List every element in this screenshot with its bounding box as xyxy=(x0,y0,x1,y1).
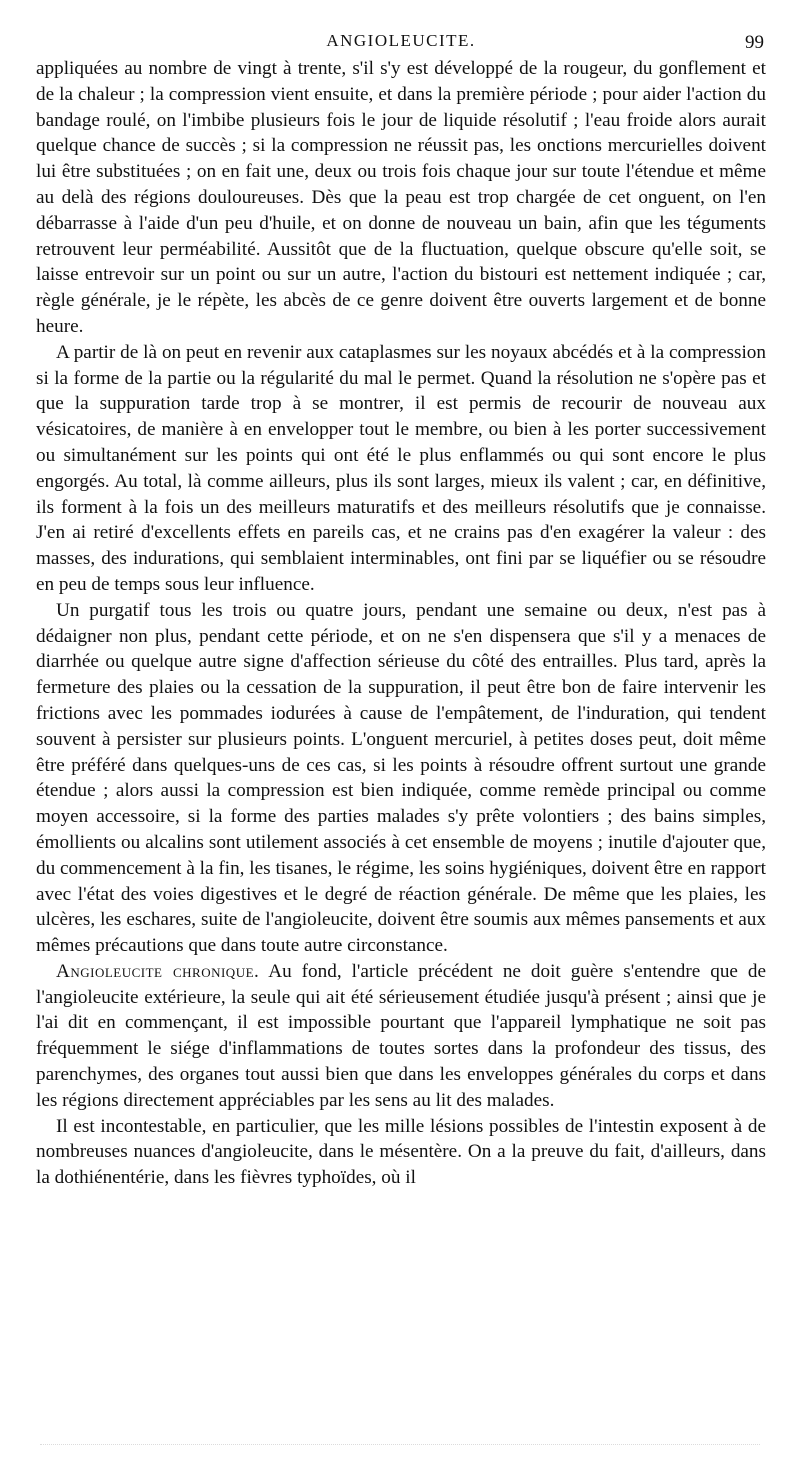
paragraph-text: appliquées au nombre de vingt à trente, s'il s'y est développé de la rougeur, du gonflement et de la chaleur ; la compression vient ensuite, et dans la première période ; pour aider l'action du bandage roulé, on l'imbibe plusieurs fois le jour de liquide résolutif ; l'eau froide alors aurait quelque chance de succès ; si la compression ne réussit pas, les onctions mercurielles doivent lui être substituées ; on en fait une, deux ou trois fois chaque jour sur toute l'étendue et même au delà des régions douloureuses. Dès que la peau est trop chargée de cet onguent, on l'en débarrasse à l'aide d'un peu d'huile, et on donne de nouveau un bain, afin que les téguments retrouvent leur perméabilité. Aussitôt que de la fluctuation, quelque obscure qu'elle soit, se laisse entrevoir sur un point ou sur un autre, l'action du bistouri est nettement indiquée ; car, règle générale, je le répète, les abcès de ce genre doivent être ouverts largement et de bonne heure. xyxy=(36,58,766,337)
paragraph-text: A partir de là on peut en revenir aux cataplasmes sur les noyaux abcédés et à la compression si la forme de la partie ou la régularité du mal le permet. Quand la résolution ne s'opère pas et que la suppuration tarde trop à se montrer, il est permis de recourir de nouveau aux vésicatoires, de manière à en envelopper tout le membre, ou bien à les porter successivement ou simultanément sur les points qui ont été le plus enflammés ou qui sont encore le plus engorgés. Au total, là comme ailleurs, plus ils sont larges, mieux ils valent ; car, en définitive, ils forment à la fois un des meilleurs maturatifs et des meilleurs résolutifs que je connaisse. J'en ai retiré d'excellents effets en pareils cas, et ne crains pas d'en exagérer la valeur : des masses, des indurations, qui semblaient interminables, ont fini par se liquéfier ou se résoudre en peu de temps sous leur influence. xyxy=(36,341,766,595)
bottom-bleed-marks xyxy=(40,1444,760,1453)
paragraph xyxy=(36,959,766,1114)
paragraph-text: Un purgatif tous les trois ou quatre jours, pendant une semaine ou deux, n'est pas à dédaigner non plus, pendant cette période, et on ne s'en dispensera que s'il y a menaces de diarrhée ou quelque autre signe d'affection sérieuse du côté des entrailles. Plus tard, après la fermeture des plaies ou la cessation de la suppuration, il peut être bon de faire intervenir les frictions avec les pommades iodurées à cause de l'empâtement, de l'induration, qui tendent souvent à persister sur plusieurs points. L'onguent mercuriel, à petites doses peut, doit même être préféré dans quelques-uns de ces cas, si les points à résoudre offrent surtout une grande étendue ; alors aussi la compression est bien indiquée, comme remède principal ou comme moyen accessoire, si la forme des parties malades s'y prête volontiers ; des bains simples, émollients ou alcalins sont utilement associés à cet ensemble de moyens ; inutile d'ajouter que, du commencement à la fin, les tisanes, le régime, les soins hygiéniques, doivent être en rapport avec l'état des voies digestives et le degré de réaction générale. De même que les plaies, les ulcères, les eschares, suite de l'angioleucite, doivent être soumis aux mêmes pansements et aux mêmes précautions que dans toute autre circonstance. xyxy=(36,599,766,957)
paragraph xyxy=(36,340,766,598)
running-title: ANGIOLEUCITE. xyxy=(326,31,476,50)
book-page xyxy=(36,26,766,1191)
running-head xyxy=(36,26,766,56)
paragraph xyxy=(36,1114,766,1191)
paragraph xyxy=(36,56,766,340)
paragraph xyxy=(36,598,766,959)
paragraph-text: Au fond, l'article précédent ne doit guère s'entendre que de l'angioleucite extérieure, la seule qui ait été sérieusement étudiée jusqu'à présent ; ainsi que je l'ai dit en commençant, il est impossible pourtant que l'appareil lymphatique ne soit pas fréquemment le siége d'inflammations de toutes sortes dans la profondeur des tissus, des parenchymes, des organes tout aussi bien que dans les enveloppes générales du corps et dans les régions directement appréciables par les sens au lit des malades. xyxy=(36,960,767,1111)
page-number: 99 xyxy=(745,32,764,53)
section-heading: Angioleucite chronique. xyxy=(56,960,260,982)
body-text xyxy=(36,56,766,1191)
paragraph-text: Il est incontestable, en particulier, que les mille lésions possibles de l'intestin exposent à de nombreuses nuances d'angioleucite, dans le mésentère. On a la preuve du fait, d'ailleurs, dans la dothiénentérie, dans les fièvres typhoïdes, où il xyxy=(36,1115,766,1189)
